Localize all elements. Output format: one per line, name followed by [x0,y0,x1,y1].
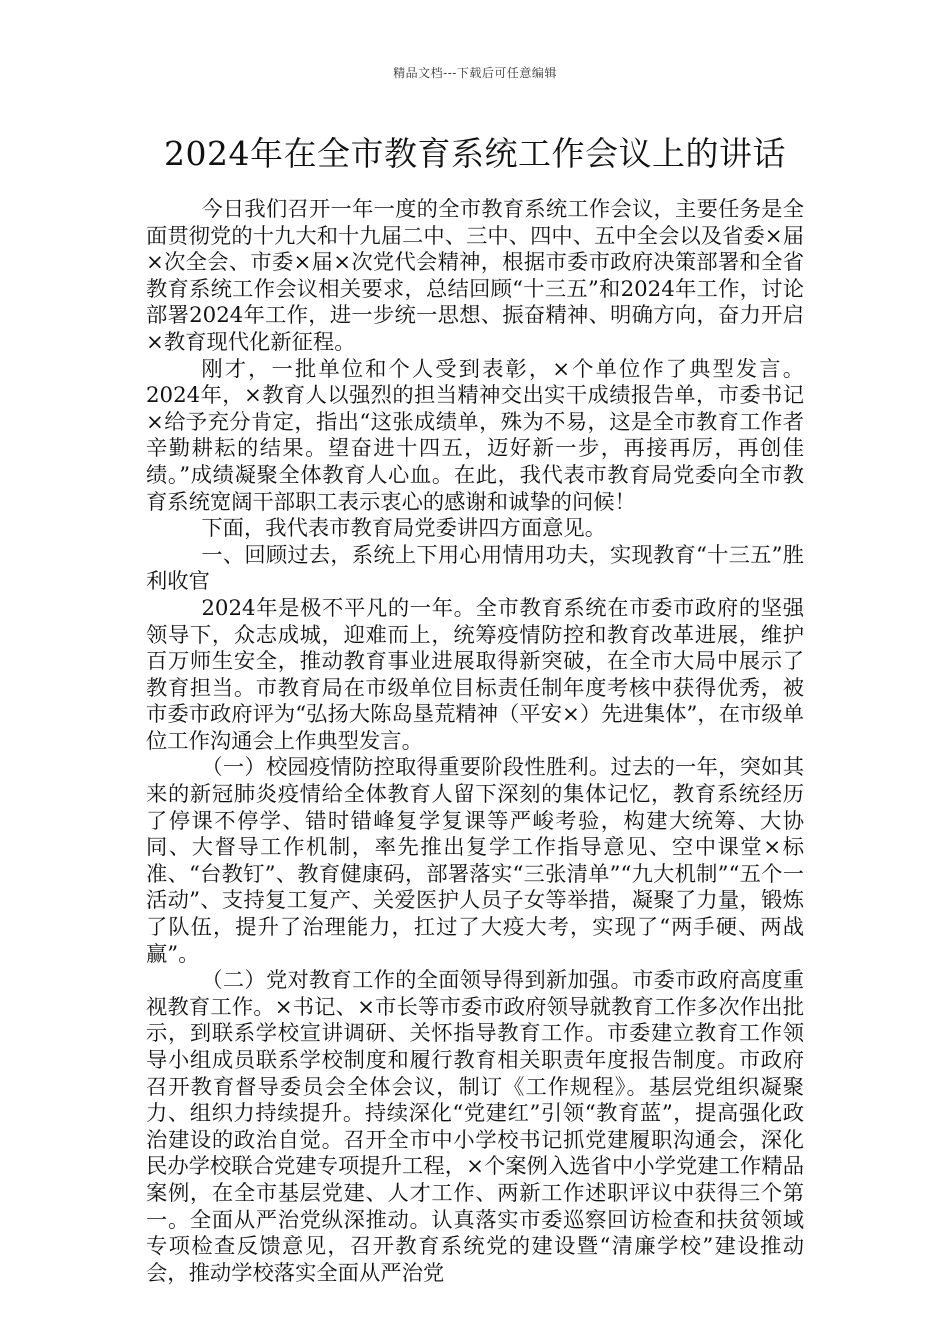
paragraph-epidemic-control: （一）校园疫情防控取得重要阶段性胜利。过去的一年，突如其来的新冠肺炎疫情给全体教育人留下深刻的集体记忆，教育系统经历了停课不停学、错时错峰复学复课等严峻考验，构建大统筹、大协同、大督导工作机制，率先推出复学工作指导意见、空中课堂×标准、“台教钉”、教育健康码，部署落实“三张清单”“九大机制”“五个一活动”、支持复工复产、关爱医护人员子女等举措，凝聚了力量，锻炼了队伍，提升了治理能力，扛过了大疫大考，实现了“两手硬、两战赢”。 [146,755,804,967]
paragraph-recognition: 刚才，一批单位和个人受到表彰，×个单位作了典型发言。2024年，×教育人以强烈的担当精神交出实干成绩报告单，市委书记×给予充分肯定，指出“这张成绩单，殊为不易，这是全市教育工作者辛勤耕耘的结果。望奋进十四五，迈好新一步，再接再厉，再创佳绩。”成绩凝聚全体教育人心血。在此，我代表市教育局党委向全市教育系统宽阔干部职工表示衷心的感谢和诚挚的问候！ [146,356,804,515]
paragraph-outline: 下面，我代表市教育局党委讲四方面意见。 [201,516,607,542]
paragraph-year-review: 2024年是极不平凡的一年。全市教育系统在市委市政府的坚强领导下，众志成城，迎难而上，统筹疫情防控和教育改革进展，维护百万师生安全，推动教育事业进展取得新突破，在全市大局中展示了教育担当。市教育局在市级单位目标责任制年度考核中获得优秀，被市委市政府评为“弘扬大陈岛垦荒精神（平安×）先进集体”，在市级单位工作沟通会上作典型发言。 [146,595,804,754]
document-title: 2024年在全市教育系统工作会议上的讲话 [164,134,786,173]
document-body [146,197,804,1287]
paragraph-intro: 今日我们召开一年一度的全市教育系统工作会议，主要任务是全面贯彻党的十九大和十九届二中、三中、四中、五中全会以及省委×届×次全会、市委×届×次党代会精神，根据市委市政府决策部署和全省教育系统工作会议相关要求，总结回顾“十三五”和2024年工作，讨论部署2024年工作，进一步统一思想、振奋精神、明确方向，奋力开启×教育现代化新征程。 [146,197,804,355]
header-note: 精品文档---下载后可任意编辑 [393,66,557,80]
section-heading-1: 一、回顾过去，系统上下用心用情用功夫，实现教育“十三五”胜利收官 [146,542,804,595]
paragraph-party-leadership: （二）党对教育工作的全面领导得到新加强。市委市政府高度重视教育工作。×书记、×市长等市委市政府领导就教育工作多次作出批示，到联系学校宣讲调研、关怀指导教育工作。市委建立教育工作领导小组成员联系学校制度和履行教育相关职责年度报告制度。市政府召开教育督导委员会全体会议，制订《工作规程》。基层党组织凝聚力、组织力持续提升。持续深化“党建红”引领“教育蓝”，提高强化政治建设的政治自觉。召开全市中小学校书记抓党建履职沟通会，深化民办学校联合党建专项提升工程，×个案例入选省中小学党建工作精品案例，在全市基层党建、人才工作、两新工作述职评议中获得三个第一。全面从严治党纵深推动。认真落实市委巡察回访检查和扶贫领域专项检查反馈意见，召开教育系统党的建设暨“清廉学校”建设推动会，推动学校落实全面从严治党 [146,968,804,1286]
